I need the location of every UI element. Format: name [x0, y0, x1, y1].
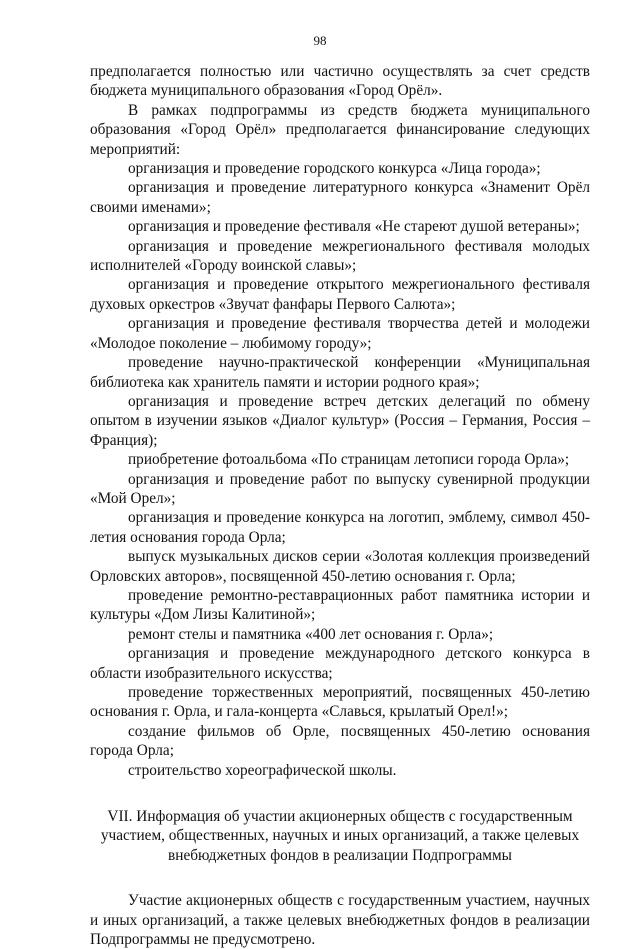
- section-heading: VII. Информация об участии акционерных обществ с государственным участием, общественных, научных и иных организаций, а также целевых внебюджетных фондов в реализации Подпрограммы: [100, 808, 580, 864]
- list-item: организация и проведение открытого межрегионального фестиваля духовых оркестров «Звучат фанфары Первого Салюта»;: [90, 276, 590, 313]
- list-item: проведение научно-практической конференции «Муниципальная библиотека как хранитель памяти и истории родного края»;: [90, 354, 590, 391]
- closing-paragraph: Участие акционерных обществ с государственным участием, научных и иных организаций, а также целевых внебюджетных фондов в реализации Подпрограммы не предусмотрено.: [90, 892, 590, 949]
- list-item: организация и проведение работ по выпуску сувенирной продукции «Мой Орел»;: [90, 470, 590, 507]
- list-item: проведение торжественных мероприятий, посвященных 450-летию основания г. Орла, и гала-концерта «Славься, крылатый Орел!»;: [90, 684, 590, 721]
- list-item: организация и проведение встреч детских делегаций по обмену опытом в изучении языков «Диалог культур» (Россия – Германия, Россия – Франция);: [90, 392, 590, 449]
- list-item: организация и проведение фестиваля творчества детей и молодежи «Молодое поколение – любимому городу»;: [90, 315, 590, 352]
- activities-list: [90, 159, 590, 780]
- intro-paragraph-1: предполагается полностью или частично осуществлять за счет средств бюджета муниципального образования «Город Орёл».: [90, 63, 590, 100]
- page-number: 98: [313, 33, 327, 48]
- list-item: организация и проведение международного детского конкурса в области изобразительного искусства;: [90, 645, 590, 682]
- list-item: организация и проведение городского конкурса «Лица города»;: [128, 160, 541, 178]
- list-item: организация и проведение фестиваля «Не стареют душой ветераны»;: [128, 218, 580, 236]
- list-item: создание фильмов об Орле, посвященных 450-летию основания города Орла;: [90, 722, 590, 760]
- list-item: ремонт стелы и памятника «400 лет основания г. Орла»;: [128, 625, 494, 643]
- intro-paragraph-2: В рамках подпрограммы из средств бюджета муниципального образования «Город Орёл» предполагается финансирование следующих мероприятий:: [90, 101, 590, 158]
- list-item: организация и проведение конкурса на логотип, эмблему, символ 450-летия основания города Орла;: [90, 509, 590, 546]
- list-item: организация и проведение межрегионального фестиваля молодых исполнителей «Городу воинской славы»;: [90, 237, 590, 275]
- page-content: [90, 62, 590, 949]
- list-item: организация и проведение литературного конкурса «Знаменит Орёл своими именами»;: [90, 179, 590, 216]
- list-item: строительство хореографической школы.: [128, 761, 397, 779]
- list-item: выпуск музыкальных дисков серии «Золотая коллекция произведений Орловских авторов», посвященной 450-летию основания г. Орла;: [90, 548, 590, 585]
- list-item: проведение ремонтно-реставрационных работ памятника истории и культуры «Дом Лизы Калитиной»;: [90, 586, 590, 624]
- list-item: приобретение фотоальбома «По страницам летописи города Орла»;: [128, 451, 570, 469]
